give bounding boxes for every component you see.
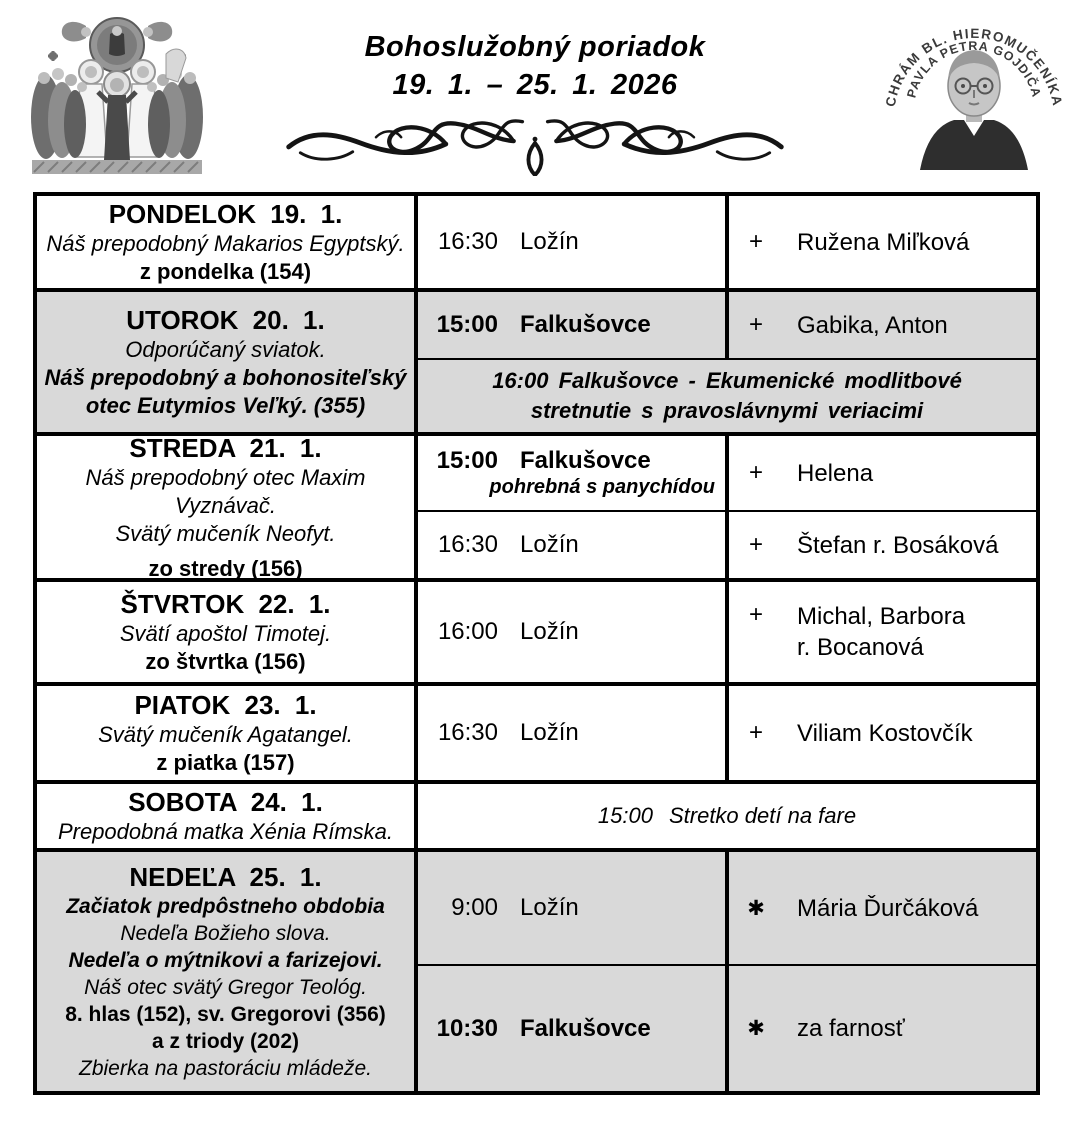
day-sunday-name: Nedeľa o mýtnikovi a farizejovi. xyxy=(68,949,383,972)
service-time-place xyxy=(418,582,729,682)
service-note: pohrebná s panychídou xyxy=(489,476,715,498)
intention-name xyxy=(797,601,965,663)
day-feast: Náš prepodobný otec Maxim Vyznávač. xyxy=(85,464,366,518)
cross-symbol: + xyxy=(748,601,763,628)
service-time: 16:30 xyxy=(437,719,498,746)
event-row xyxy=(418,784,1036,848)
day-title: SOBOTA 24. 1. xyxy=(128,787,323,817)
stamp-outer-text: CHRÁM BL. HIEROMUČENÍKA xyxy=(882,25,1066,108)
row-pondelok xyxy=(37,196,1036,288)
stamp-inner-text: PAVLA PETRA GOJDIČA xyxy=(904,38,1044,100)
service-intention xyxy=(729,512,1036,578)
day-collection: Zbierka na pastoráciu mládeže. xyxy=(79,1057,372,1080)
intention-name: za farnosť xyxy=(797,1015,905,1042)
day-cell xyxy=(37,852,418,1091)
day-cell xyxy=(37,582,418,682)
day-feast: Náš prepodobný Makarios Egyptský. xyxy=(46,231,405,256)
service-time: 16:30 xyxy=(437,531,498,558)
day-feast2: Svätý mučeník Neofyt. xyxy=(115,520,336,546)
event-line1: 16:00 Falkušovce - Ekumenické modlitbové xyxy=(492,368,962,393)
service-time-place xyxy=(418,852,729,964)
day-title: ŠTVRTOK 22. 1. xyxy=(120,589,331,619)
day-cell xyxy=(37,784,418,848)
star-symbol: ✱ xyxy=(747,1017,765,1040)
day-feast: Náš prepodobný a bohonositeľský xyxy=(44,365,407,390)
day-cell xyxy=(37,686,418,780)
row-piatok xyxy=(37,682,1036,780)
day-title: STREDA 21. 1. xyxy=(129,432,322,463)
service-time: 9:00 xyxy=(451,894,498,921)
service-intention xyxy=(729,582,1036,682)
day-rubric: zo štvrtka (156) xyxy=(145,649,306,674)
service-intention xyxy=(729,436,1036,510)
day-feast: Prepodobná matka Xénia Rímska. xyxy=(57,819,394,844)
cross-symbol: + xyxy=(748,459,763,486)
service-row xyxy=(418,436,1036,510)
cross-symbol: + xyxy=(748,719,763,746)
intention-name: Helena xyxy=(797,459,874,487)
page-title: Bohoslužobný poriadok xyxy=(364,31,706,63)
event-row xyxy=(418,358,1036,432)
day-feast2: otec Eutymios Veľký. (355) xyxy=(85,393,366,418)
byzantine-ascension-icon xyxy=(28,12,206,180)
service-time-place xyxy=(418,512,729,578)
service-place: Falkušovce xyxy=(520,1014,651,1042)
service-row xyxy=(418,686,1036,780)
service-row xyxy=(418,196,1036,288)
day-feast2: Náš otec svätý Gregor Teológ. xyxy=(84,976,367,999)
row-nedela xyxy=(37,848,1036,1091)
schedule-table xyxy=(33,192,1040,1095)
intention-line1: Michal, Barbora xyxy=(797,603,966,630)
service-time-place xyxy=(418,292,729,358)
day-cell xyxy=(37,432,418,581)
service-intention xyxy=(729,686,1036,780)
service-row xyxy=(418,852,1036,964)
event-text: Stretko detí na fare xyxy=(668,803,857,828)
day-cell xyxy=(37,292,418,432)
day-season: Začiatok predpôstneho obdobia xyxy=(66,895,385,918)
day-title: NEDEĽA 25. 1. xyxy=(129,862,322,892)
cross-symbol: + xyxy=(748,311,763,338)
service-intention xyxy=(729,966,1036,1091)
row-services xyxy=(418,582,1036,682)
day-title: UTOROK 20. 1. xyxy=(126,305,325,335)
intention-line2: r. Bocanová xyxy=(797,634,924,661)
row-utorok xyxy=(37,288,1036,432)
service-time: 16:00 xyxy=(437,618,498,645)
service-time: 15:00 xyxy=(436,311,498,338)
service-place: Ložín xyxy=(520,228,579,255)
service-time-place xyxy=(418,436,729,510)
ornamental-divider xyxy=(275,112,795,176)
header-title-block xyxy=(255,28,815,176)
day-note: Odporúčaný sviatok. xyxy=(125,337,326,362)
service-time: 10:30 xyxy=(436,1014,498,1042)
row-services xyxy=(418,852,1036,1091)
intention-name: Ružena Miľková xyxy=(797,228,970,256)
service-time: 15:00 xyxy=(436,447,498,474)
service-place: Ložín xyxy=(520,719,579,746)
row-streda xyxy=(37,432,1036,581)
cross-symbol: + xyxy=(748,531,763,558)
service-intention xyxy=(729,196,1036,288)
cross-symbol: + xyxy=(748,228,763,255)
row-services xyxy=(418,196,1036,288)
service-intention xyxy=(729,292,1036,358)
service-row xyxy=(418,964,1036,1091)
row-stvrtok xyxy=(37,578,1036,682)
day-cell xyxy=(37,196,418,288)
service-place: Ložín xyxy=(520,894,579,921)
service-place: Falkušovce xyxy=(520,447,651,474)
day-feast: Nedeľa Božieho slova. xyxy=(120,922,331,945)
service-place: Falkušovce xyxy=(520,311,651,338)
day-feast: Svätí apoštol Timotej. xyxy=(119,621,332,646)
service-time-place xyxy=(418,196,729,288)
intention-name: Gabika, Anton xyxy=(797,311,948,339)
intention-name: Mária Ďurčáková xyxy=(797,894,979,922)
event-cell xyxy=(418,360,1036,432)
star-symbol: ✱ xyxy=(747,896,765,920)
day-rubric2: a z triody (202) xyxy=(151,1030,300,1053)
service-row xyxy=(418,582,1036,682)
row-services xyxy=(418,784,1036,848)
day-rubric: zo stredy (156) xyxy=(148,555,303,581)
day-title: PIATOK 23. 1. xyxy=(134,690,317,720)
event-line2: stretnutie s pravoslávnymi veriacimi xyxy=(530,398,924,423)
day-rubric: 8. hlas (152), sv. Gregorovi (356) xyxy=(65,1003,386,1026)
row-services xyxy=(418,686,1036,780)
day-rubric: z piatka (157) xyxy=(156,750,295,775)
service-row xyxy=(418,510,1036,578)
day-title: PONDELOK 19. 1. xyxy=(108,199,343,229)
service-place: Ložín xyxy=(520,531,579,558)
row-sobota xyxy=(37,780,1036,848)
parish-stamp xyxy=(880,6,1068,180)
day-feast: Svätý mučeník Agatangel. xyxy=(98,722,353,747)
intention-name: Viliam Kostovčík xyxy=(797,719,973,747)
day-rubric: z pondelka (154) xyxy=(139,259,312,284)
service-row xyxy=(418,292,1036,358)
row-services xyxy=(418,292,1036,432)
event-time: 15:00 xyxy=(597,803,653,828)
intention-name: Štefan r. Bosáková xyxy=(797,531,999,559)
date-range: 19. 1. – 25. 1. 2026 xyxy=(392,69,678,101)
service-time: 16:30 xyxy=(437,228,498,255)
service-time-place xyxy=(418,686,729,780)
row-services xyxy=(418,436,1036,578)
event-cell xyxy=(418,784,1036,848)
service-time-place xyxy=(418,966,729,1091)
service-intention xyxy=(729,852,1036,964)
service-place: Ložín xyxy=(520,618,579,645)
